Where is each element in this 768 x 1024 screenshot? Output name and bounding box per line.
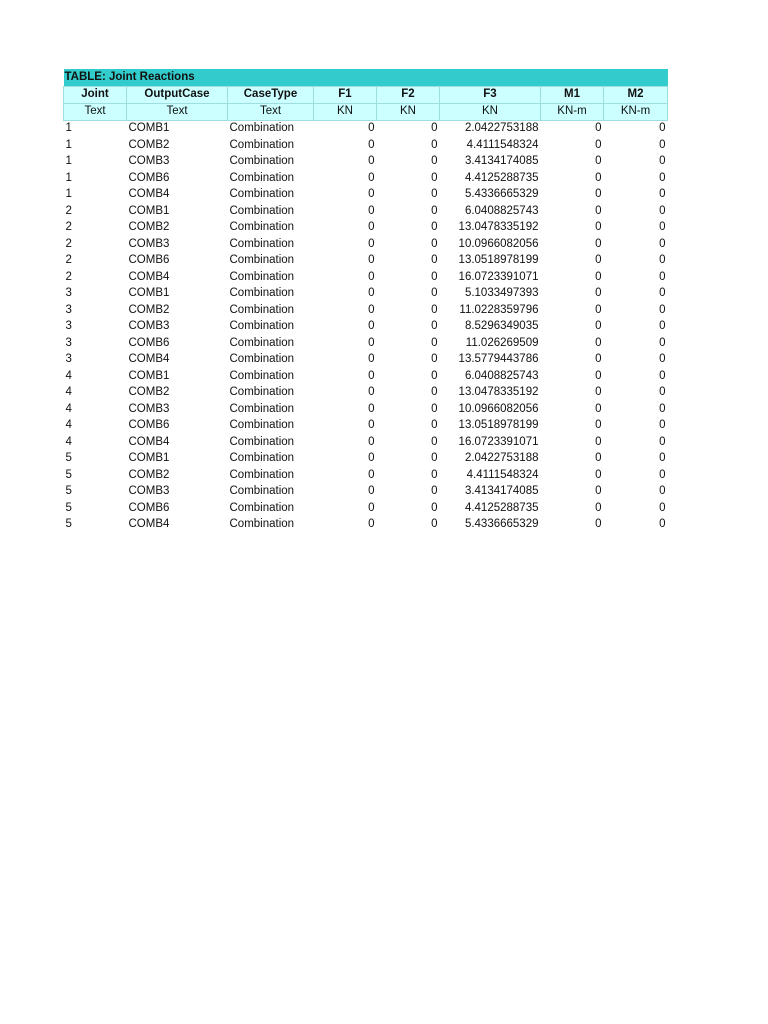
cell-f1: 0	[368, 287, 375, 299]
cell-joint: 4	[65, 369, 72, 382]
cell-case-type: Combination	[229, 320, 295, 332]
cell-f1: 0	[368, 336, 375, 349]
cell-f2: 0	[431, 501, 438, 514]
cell-f1: 0	[368, 138, 375, 151]
cell-f1: 0	[368, 270, 375, 283]
cell-f3: 16.0723391071	[458, 435, 539, 448]
cell-m2: 0	[659, 402, 666, 415]
cell-case-type: Combination	[229, 369, 295, 382]
cell-f2: 0	[431, 386, 438, 398]
cell-joint: 3	[65, 320, 72, 332]
cell-output-case: COMB4	[128, 518, 170, 530]
cell-m2: 0	[659, 386, 666, 398]
unit-case-type: Text	[228, 104, 314, 121]
cell-f3: 4.4125288735	[464, 501, 539, 514]
unit-m1: KN-m	[541, 104, 604, 121]
table-row	[64, 187, 668, 204]
cell-joint: 1	[65, 122, 72, 134]
cell-case-type: Combination	[229, 138, 295, 151]
table-row	[64, 220, 668, 237]
cell-m2: 0	[659, 204, 666, 217]
cell-case-type: Combination	[229, 204, 295, 217]
cell-output-case: COMB6	[128, 419, 170, 431]
cell-f1: 0	[368, 237, 375, 250]
cell-f2: 0	[431, 204, 438, 217]
cell-m1: 0	[595, 419, 602, 431]
unit-f1: KN	[314, 104, 377, 121]
cell-f2: 0	[431, 138, 438, 151]
cell-f1: 0	[368, 419, 375, 431]
cell-m1: 0	[595, 270, 602, 283]
cell-f3: 13.0518978199	[458, 254, 539, 266]
table-row	[64, 385, 668, 402]
unit-f3: KN	[440, 104, 541, 121]
cell-output-case: COMB4	[128, 270, 170, 283]
header-joint: Joint	[64, 87, 127, 104]
cell-m1: 0	[595, 386, 602, 398]
cell-m1: 0	[595, 485, 602, 497]
cell-f1: 0	[368, 188, 375, 200]
table-row	[64, 154, 668, 171]
table-row	[64, 236, 668, 253]
cell-m1: 0	[595, 237, 602, 250]
cell-f3: 6.0408825743	[464, 204, 539, 217]
table-row	[64, 484, 668, 501]
cell-f1: 0	[368, 171, 375, 184]
cell-m2: 0	[659, 254, 666, 266]
cell-f1: 0	[368, 518, 375, 530]
cell-f1: 0	[368, 435, 375, 448]
unit-output-case: Text	[127, 104, 228, 121]
table-title-row	[64, 69, 668, 87]
cell-m2: 0	[659, 171, 666, 184]
cell-m2: 0	[659, 452, 666, 464]
unit-joint: Text	[64, 104, 127, 121]
cell-f2: 0	[431, 237, 438, 250]
cell-output-case: COMB2	[128, 386, 170, 398]
cell-f3: 5.4336665329	[464, 188, 539, 200]
cell-m1: 0	[595, 501, 602, 514]
cell-f3: 16.0723391071	[458, 270, 539, 283]
cell-case-type: Combination	[229, 501, 295, 514]
cell-case-type: Combination	[229, 270, 295, 283]
cell-m2: 0	[659, 419, 666, 431]
table-row	[64, 434, 668, 451]
table-row	[64, 401, 668, 418]
cell-output-case: COMB2	[128, 221, 170, 233]
cell-f3: 4.4111548324	[466, 468, 539, 481]
table-row	[64, 253, 668, 270]
cell-m1: 0	[595, 303, 602, 316]
cell-case-type: Combination	[229, 336, 295, 349]
cell-case-type: Combination	[229, 254, 295, 266]
cell-m1: 0	[595, 468, 602, 481]
cell-joint: 4	[65, 419, 72, 431]
cell-f2: 0	[431, 369, 438, 382]
table-row	[64, 203, 668, 220]
table-row	[64, 352, 668, 369]
cell-f2: 0	[431, 435, 438, 448]
cell-f3: 13.0518978199	[458, 419, 539, 431]
cell-m1: 0	[595, 369, 602, 382]
cell-m2: 0	[659, 122, 666, 134]
cell-case-type: Combination	[229, 171, 295, 184]
table-row	[64, 302, 668, 319]
cell-f2: 0	[431, 452, 438, 464]
cell-f1: 0	[368, 204, 375, 217]
cell-joint: 3	[65, 303, 72, 316]
table-row	[64, 269, 668, 286]
header-f3: F3	[440, 87, 541, 104]
cell-f2: 0	[431, 353, 438, 365]
cell-m2: 0	[659, 221, 666, 233]
table-body	[64, 120, 668, 533]
cell-f3: 5.1033497393	[464, 287, 539, 299]
cell-case-type: Combination	[229, 435, 295, 448]
cell-f2: 0	[431, 270, 438, 283]
cell-m2: 0	[659, 435, 666, 448]
cell-joint: 1	[65, 171, 72, 184]
cell-f1: 0	[368, 369, 375, 382]
unit-row	[64, 104, 668, 121]
cell-f1: 0	[368, 353, 375, 365]
cell-m2: 0	[659, 501, 666, 514]
table-row	[64, 286, 668, 303]
cell-case-type: Combination	[229, 468, 295, 481]
cell-f3: 3.4134174085	[464, 155, 539, 167]
cell-joint: 2	[65, 204, 72, 217]
cell-f2: 0	[431, 485, 438, 497]
cell-joint: 3	[65, 287, 72, 299]
table-row	[64, 137, 668, 154]
cell-joint: 5	[65, 501, 72, 514]
cell-joint: 1	[65, 188, 72, 200]
cell-output-case: COMB1	[128, 369, 170, 382]
cell-case-type: Combination	[229, 419, 295, 431]
table-row	[64, 335, 668, 352]
cell-m1: 0	[595, 518, 602, 530]
cell-joint: 1	[65, 138, 72, 151]
cell-case-type: Combination	[229, 221, 295, 233]
cell-output-case: COMB3	[128, 155, 170, 167]
cell-m1: 0	[595, 320, 602, 332]
table-row	[64, 368, 668, 385]
cell-joint: 2	[65, 270, 72, 283]
cell-f1: 0	[368, 468, 375, 481]
cell-m2: 0	[659, 468, 666, 481]
cell-case-type: Combination	[229, 303, 295, 316]
cell-case-type: Combination	[229, 237, 295, 250]
cell-f3: 13.5779443786	[458, 353, 539, 365]
cell-f2: 0	[431, 254, 438, 266]
cell-f3: 13.0478335192	[458, 386, 539, 398]
cell-f2: 0	[431, 155, 438, 167]
cell-m1: 0	[595, 336, 602, 349]
table-title: TABLE: Joint Reactions	[64, 69, 668, 87]
cell-joint: 5	[65, 468, 72, 481]
cell-m1: 0	[595, 155, 602, 167]
cell-m1: 0	[595, 254, 602, 266]
cell-joint: 3	[65, 353, 72, 365]
joint-reactions-sheet	[63, 69, 667, 533]
cell-output-case: COMB6	[128, 336, 170, 349]
cell-case-type: Combination	[229, 452, 295, 464]
cell-case-type: Combination	[229, 402, 295, 415]
cell-joint: 3	[65, 336, 72, 349]
cell-f2: 0	[431, 419, 438, 431]
cell-f2: 0	[431, 122, 438, 134]
cell-f3: 2.0422753188	[464, 452, 539, 464]
cell-f3: 11.026269509	[465, 336, 539, 349]
cell-joint: 5	[65, 452, 72, 464]
cell-output-case: COMB4	[128, 353, 170, 365]
cell-output-case: COMB6	[128, 254, 170, 266]
cell-f1: 0	[368, 155, 375, 167]
cell-m1: 0	[595, 188, 602, 200]
cell-f2: 0	[431, 320, 438, 332]
cell-output-case: COMB3	[128, 320, 170, 332]
cell-f3: 13.0478335192	[458, 221, 539, 233]
cell-m1: 0	[595, 353, 602, 365]
cell-f2: 0	[431, 188, 438, 200]
cell-f2: 0	[431, 518, 438, 530]
unit-f2: KN	[377, 104, 440, 121]
cell-f1: 0	[368, 303, 375, 316]
cell-m1: 0	[595, 204, 602, 217]
cell-m2: 0	[659, 287, 666, 299]
cell-output-case: COMB3	[128, 237, 170, 250]
cell-case-type: Combination	[229, 122, 295, 134]
cell-case-type: Combination	[229, 287, 295, 299]
cell-output-case: COMB3	[128, 402, 170, 415]
header-m1: M1	[541, 87, 604, 104]
cell-m1: 0	[595, 452, 602, 464]
header-f1: F1	[314, 87, 377, 104]
cell-f2: 0	[431, 221, 438, 233]
cell-f1: 0	[368, 122, 375, 134]
cell-m1: 0	[595, 221, 602, 233]
cell-m1: 0	[595, 287, 602, 299]
header-output-case: OutputCase	[127, 87, 228, 104]
cell-output-case: COMB6	[128, 171, 170, 184]
cell-joint: 2	[65, 237, 72, 250]
cell-m1: 0	[595, 122, 602, 134]
cell-m2: 0	[659, 353, 666, 365]
cell-m2: 0	[659, 369, 666, 382]
column-header-row	[64, 87, 668, 104]
cell-m2: 0	[659, 237, 666, 250]
table-row	[64, 319, 668, 336]
cell-case-type: Combination	[229, 386, 295, 398]
cell-f3: 4.4111548324	[466, 138, 539, 151]
table-row	[64, 120, 668, 137]
header-m2: M2	[604, 87, 668, 104]
cell-joint: 2	[65, 254, 72, 266]
cell-output-case: COMB6	[128, 501, 170, 514]
cell-m1: 0	[595, 402, 602, 415]
cell-f1: 0	[368, 221, 375, 233]
cell-f1: 0	[368, 452, 375, 464]
unit-m2: KN-m	[604, 104, 668, 121]
cell-m2: 0	[659, 155, 666, 167]
cell-f2: 0	[431, 468, 438, 481]
cell-m2: 0	[659, 485, 666, 497]
cell-f2: 0	[431, 287, 438, 299]
cell-joint: 4	[65, 386, 72, 398]
cell-m2: 0	[659, 303, 666, 316]
cell-joint: 1	[65, 155, 72, 167]
cell-f3: 6.0408825743	[464, 369, 539, 382]
table-row	[64, 517, 668, 534]
cell-f3: 10.0966082056	[458, 237, 539, 250]
cell-output-case: COMB2	[128, 468, 170, 481]
joint-reactions-table	[63, 69, 668, 533]
cell-f1: 0	[368, 485, 375, 497]
cell-case-type: Combination	[229, 353, 295, 365]
cell-m2: 0	[659, 320, 666, 332]
cell-m2: 0	[659, 188, 666, 200]
cell-output-case: COMB3	[128, 485, 170, 497]
cell-m2: 0	[659, 270, 666, 283]
cell-f1: 0	[368, 501, 375, 514]
cell-joint: 5	[65, 485, 72, 497]
cell-joint: 4	[65, 435, 72, 448]
cell-output-case: COMB4	[128, 435, 170, 448]
table-row	[64, 418, 668, 435]
cell-f3: 5.4336665329	[464, 518, 539, 530]
cell-case-type: Combination	[229, 485, 295, 497]
cell-case-type: Combination	[229, 518, 295, 530]
cell-f2: 0	[431, 171, 438, 184]
cell-f1: 0	[368, 320, 375, 332]
cell-f3: 3.4134174085	[464, 485, 539, 497]
cell-output-case: COMB1	[128, 122, 170, 134]
cell-output-case: COMB1	[128, 452, 170, 464]
cell-f3: 8.5296349035	[464, 320, 539, 332]
cell-case-type: Combination	[229, 188, 295, 200]
cell-f3: 10.0966082056	[458, 402, 539, 415]
table-row	[64, 500, 668, 517]
cell-joint: 5	[65, 518, 72, 530]
cell-f3: 4.4125288735	[464, 171, 539, 184]
cell-m2: 0	[659, 336, 666, 349]
cell-f1: 0	[368, 254, 375, 266]
cell-output-case: COMB1	[128, 204, 170, 217]
cell-f2: 0	[431, 303, 438, 316]
cell-f3: 11.0228359796	[459, 303, 539, 316]
cell-f1: 0	[368, 386, 375, 398]
cell-output-case: COMB2	[128, 138, 170, 151]
cell-joint: 2	[65, 221, 72, 233]
cell-case-type: Combination	[229, 155, 295, 167]
cell-f2: 0	[431, 336, 438, 349]
header-case-type: CaseType	[228, 87, 314, 104]
cell-f2: 0	[431, 402, 438, 415]
table-row	[64, 467, 668, 484]
cell-m1: 0	[595, 138, 602, 151]
table-row	[64, 451, 668, 468]
cell-output-case: COMB4	[128, 188, 170, 200]
cell-output-case: COMB1	[128, 287, 170, 299]
cell-f1: 0	[368, 402, 375, 415]
header-f2: F2	[377, 87, 440, 104]
cell-output-case: COMB2	[128, 303, 170, 316]
cell-m1: 0	[595, 171, 602, 184]
cell-joint: 4	[65, 402, 72, 415]
cell-m1: 0	[595, 435, 602, 448]
table-row	[64, 170, 668, 187]
cell-m2: 0	[659, 518, 666, 530]
cell-m2: 0	[659, 138, 666, 151]
cell-f3: 2.0422753188	[464, 122, 539, 134]
